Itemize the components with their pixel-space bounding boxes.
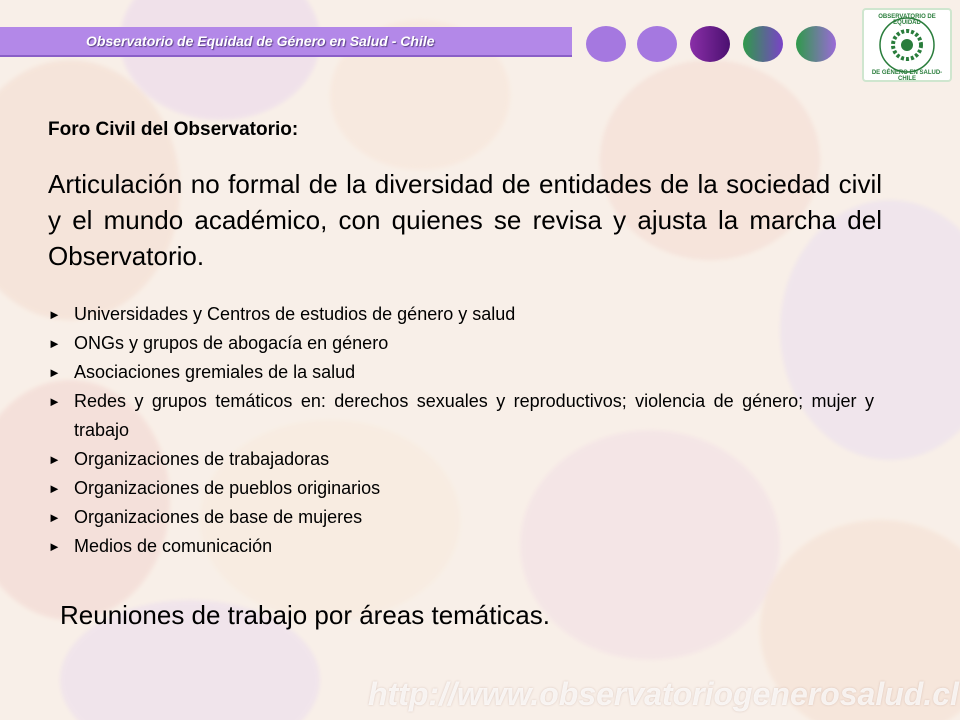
list-item-text: ONGs y grupos de abogacía en género	[74, 333, 389, 353]
bullet-arrow-icon: ►	[48, 481, 61, 496]
list-item-text: Organizaciones de pueblos originarios	[74, 478, 381, 498]
section-title: Foro Civil del Observatorio:	[48, 119, 299, 140]
lead-paragraph: Articulación no formal de la diversidad de entidades de la sociedad civil y el mundo académico, con quienes se revisa y ajusta la marcha del Observatorio.	[48, 169, 882, 271]
bullet-arrow-icon: ►	[48, 336, 61, 351]
watermark-url: http://www.observatoriogenerosalud.cl	[368, 676, 959, 712]
list-item	[48, 474, 888, 503]
observatorio-logo	[862, 8, 952, 82]
list-item	[48, 300, 888, 329]
list-item-text: Redes y grupos temáticos en: derechos sexuales y reproductivos; violencia de género; mujer y trabajo	[74, 391, 874, 440]
list-item	[48, 358, 888, 387]
decorative-dot-4	[743, 26, 783, 62]
decorative-dot-2	[637, 26, 677, 62]
list-item-text: Organizaciones de base de mujeres	[74, 507, 363, 527]
list-item-text: Medios de comunicación	[74, 536, 273, 556]
logo-text-bottom: DE GÉNERO EN SALUD-CHILE	[871, 70, 943, 82]
bullet-arrow-icon: ►	[48, 394, 61, 409]
footer-note: Reuniones de trabajo por áreas temáticas.	[60, 600, 550, 630]
logo-text-top: OBSERVATORIO DE EQUIDAD	[878, 14, 936, 26]
header-title: Observatorio de Equidad de Género en Salud - Chile	[86, 33, 435, 49]
bullet-arrow-icon: ►	[48, 365, 61, 380]
bullet-arrow-icon: ►	[48, 452, 61, 467]
list-item-text: Universidades y Centros de estudios de género y salud	[74, 304, 516, 324]
list-item	[48, 387, 874, 445]
list-item	[48, 503, 888, 532]
list-item	[48, 532, 888, 561]
entity-list	[48, 300, 888, 561]
decorative-dot-1	[586, 26, 626, 62]
decorative-dot-3	[690, 26, 730, 62]
list-item	[48, 445, 888, 474]
decorative-dot-5	[796, 26, 836, 62]
list-item-text: Asociaciones gremiales de la salud	[74, 362, 356, 382]
list-item	[48, 329, 888, 358]
bullet-arrow-icon: ►	[48, 539, 61, 554]
bullet-arrow-icon: ►	[48, 307, 61, 322]
bullet-arrow-icon: ►	[48, 510, 61, 525]
list-item-text: Organizaciones de trabajadoras	[74, 449, 330, 469]
